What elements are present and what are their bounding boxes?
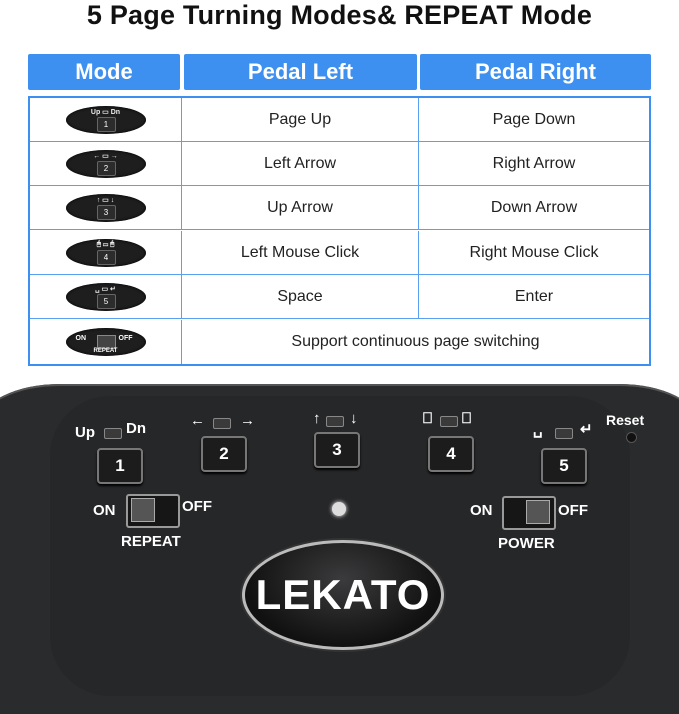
repeat-on-label: ON xyxy=(93,502,116,519)
repeat-label: REPEAT xyxy=(121,533,181,550)
mode-symbol: 🖱 ▭ 🖱 xyxy=(96,240,115,248)
pedal-right-cell: Down Arrow xyxy=(490,198,578,216)
mode-1-badge xyxy=(66,106,146,134)
enter-icon: ↵ xyxy=(580,421,593,438)
pedal-left-cell: Space xyxy=(182,275,419,318)
pedal-left-cell: Left Mouse Click xyxy=(182,231,419,274)
toggle-knob xyxy=(526,500,550,524)
repeat-switch-badge xyxy=(66,328,146,356)
mode-symbol: ↑ ▭ ↓ xyxy=(96,196,115,204)
up-arrow-icon: ↑ xyxy=(313,410,321,427)
mode-key: 1 xyxy=(97,117,116,132)
up-label: Up xyxy=(75,424,95,441)
reset-button[interactable] xyxy=(626,432,637,443)
mode-1-key[interactable]: 1 xyxy=(97,448,143,484)
repeat-label: REPEAT xyxy=(93,348,118,354)
table-row xyxy=(30,142,649,186)
down-arrow-icon: ↓ xyxy=(350,410,358,427)
repeat-toggle[interactable] xyxy=(126,494,180,528)
table-row xyxy=(30,231,649,275)
pedal-right-cell: Enter xyxy=(514,287,554,305)
pedal-right-cell: Right Mouse Click xyxy=(469,243,599,261)
pedal-right-cell: Page Down xyxy=(492,110,576,128)
table-header xyxy=(28,54,651,92)
table-row xyxy=(30,186,649,230)
dn-label: Dn xyxy=(126,420,146,437)
mode-1-led-icon xyxy=(104,428,122,439)
mode-2-led-icon xyxy=(213,418,231,429)
mode-key: 3 xyxy=(97,205,116,220)
mode-symbol: ← ▭ → xyxy=(93,152,118,160)
table-row xyxy=(30,98,649,142)
repeat-off-label: OFF xyxy=(118,335,133,342)
mode-key: 5 xyxy=(97,294,116,309)
pedal-right-cell: Right Arrow xyxy=(492,154,576,172)
modes-table xyxy=(28,96,651,366)
mode-key: 2 xyxy=(97,161,116,176)
pedal-left-cell: Page Up xyxy=(182,98,419,141)
table-row-repeat xyxy=(30,320,649,364)
mode-5-led-icon xyxy=(555,428,573,439)
table-row xyxy=(30,275,649,319)
power-off-label: OFF xyxy=(558,502,588,519)
right-click-icon: ⎕ xyxy=(462,410,472,427)
mode-4-key[interactable]: 4 xyxy=(428,436,474,472)
power-on-label: ON xyxy=(470,502,493,519)
repeat-description: Support continuous page switching xyxy=(291,333,540,350)
mode-5-badge xyxy=(66,283,146,311)
mode-2-badge xyxy=(66,150,146,178)
mode-5-key[interactable]: 5 xyxy=(541,448,587,484)
space-icon: ␣ xyxy=(533,421,543,438)
pedal-left-cell: Up Arrow xyxy=(182,186,419,229)
repeat-switch-icon xyxy=(97,335,116,349)
power-led-icon xyxy=(332,502,346,516)
repeat-off-label: OFF xyxy=(182,498,212,515)
toggle-knob xyxy=(131,498,155,522)
mode-4-led-icon xyxy=(440,416,458,427)
power-toggle[interactable] xyxy=(502,496,556,530)
left-click-icon: ⎕ xyxy=(423,410,433,427)
pedal-left-cell: Left Arrow xyxy=(182,142,419,185)
right-arrow-icon: → xyxy=(240,412,255,429)
mode-4-badge xyxy=(66,239,146,267)
mode-symbol: Up ▭ Dn xyxy=(90,108,121,116)
mode-symbol: ␣ ▭ ↵ xyxy=(95,285,116,293)
mode-key: 4 xyxy=(97,250,116,265)
header-mode: Mode xyxy=(28,54,180,90)
header-pedal-right: Pedal Right xyxy=(420,54,651,90)
brand-logo: LEKATO xyxy=(242,540,444,650)
mode-2-key[interactable]: 2 xyxy=(201,436,247,472)
page-title: 5 Page Turning Modes& REPEAT Mode xyxy=(86,0,593,30)
mode-3-badge xyxy=(66,194,146,222)
reset-label: Reset xyxy=(606,412,645,428)
left-arrow-icon: ← xyxy=(190,412,205,429)
mode-3-key[interactable]: 3 xyxy=(314,432,360,468)
power-label: POWER xyxy=(498,535,555,552)
repeat-on-label: ON xyxy=(75,335,86,342)
header-pedal-left: Pedal Left xyxy=(184,54,417,90)
mode-3-led-icon xyxy=(326,416,344,427)
